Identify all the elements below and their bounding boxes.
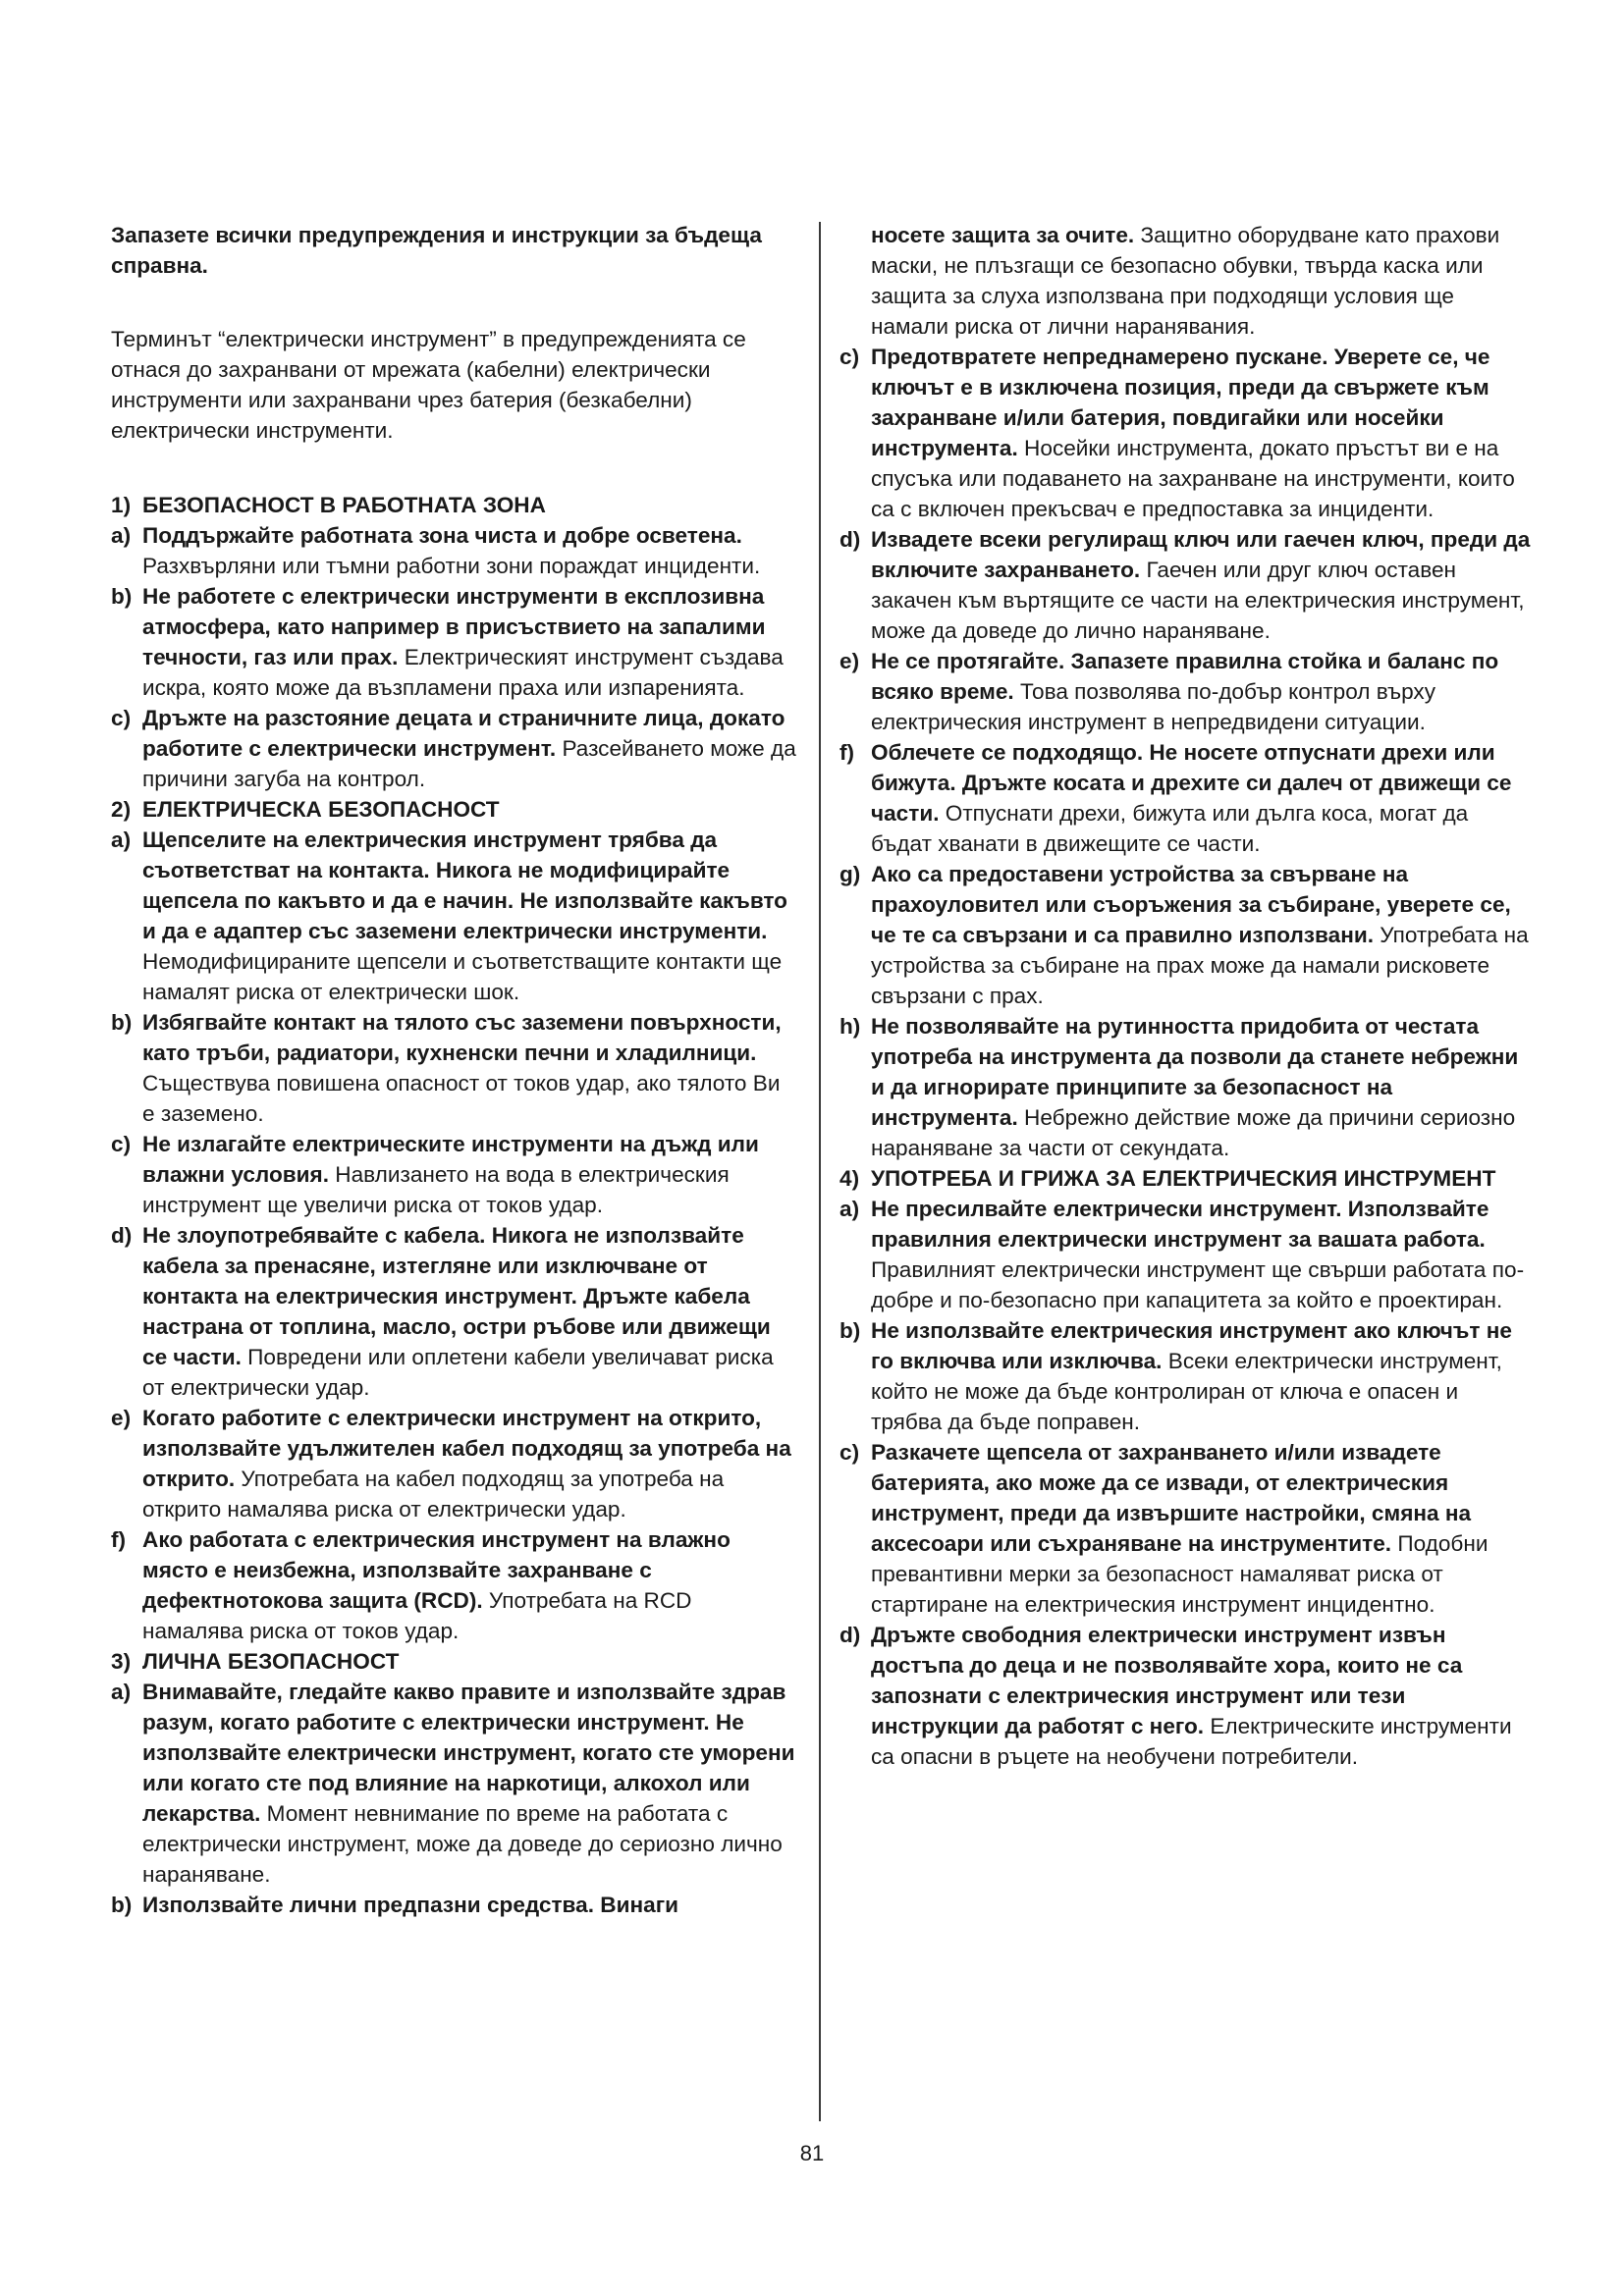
item-3c: c) Предотвратете непреднамерено пускане. Уверете се, че ключът е в изключена позиция, преди да свържете към захранване и/или батерия, повдигайки или носейки инструмента. Носейки инструмента, докато пръстът ви е на спусъка или подаването на захранване на инструменти, които са с включен прекъсвач е предпоставка за инциденти.	[839, 345, 1515, 521]
item-2d: d) Не злоупотребявайте с кабела. Никога не използвайте кабела за пренасяне, изтегляне или изключване от контакта на електрическия инструмент. Дръжте кабела настрана от топлина, масло, остри ръбове или движещи се части. Повредени или оплетени кабели увеличават риска от електрически удар.	[111, 1223, 774, 1400]
intro-terminology: Терминът “електрически инструмент” в предупрежденията се отнася до захранвани от мрежата (кабелни) електрически инструменти или захранвани чрез батерия (безкабелни) електрически инструменти.	[111, 327, 746, 443]
item-3f: f) Облечете се подходящо. Не носете отпуснати дрехи или бижута. Дръжте косата и дрехите си далеч от движещи се части. Отпуснати дрехи, бижута или дълга коса, могат да бъдат хванати в движещите се части.	[839, 740, 1512, 856]
section-1-heading: 1) БЕЗОПАСНОСТ В РАБОТНАТА ЗОНА	[111, 493, 546, 517]
item-1a: a) Поддържайте работната зона чиста и добре осветена. Разхвърляни или тъмни работни зони пораждат инциденти.	[111, 523, 761, 578]
left-column	[111, 220, 798, 1920]
intro-warning: Запазете всички предупреждения и инструкции за бъдеща справна.	[111, 223, 762, 278]
item-2f: f) Ако работата с електрическия инструмент на влажно място е неизбежна, използвайте захранване с дефектнотокова защита (RCD). Употребата на RCD намалява риска от токов удар.	[111, 1527, 731, 1643]
column-divider	[819, 222, 821, 2121]
item-4b: b) Не използвайте електрическия инструмент ако ключът не го включва или изключва. Всеки електрически инструмент, който не може да бъде контролиран от ключа е опасен и трябва да бъде поправен.	[839, 1318, 1512, 1434]
item-4c: c) Разкачете щепсела от захранването и/или извадете батерията, ако може да се извади, от електрическия инструмент, преди да извършите настройки, смяна на аксесоари или съхраняване на инструментите. Подобни превантивни мерки за безопасност намаляват риска от стартиране на електрическия инструмент инцидентно.	[839, 1440, 1489, 1617]
item-3b-continued: носете защита за очите. Защитно оборудване като прахови маски, не плъзгащи се безопасно обувки, твърда каска или защита за слуха използвана при подходящи условия ще намали риска от лични наранявания.	[871, 223, 1500, 339]
item-2a: a) Щепселите на електрическия инструмент трябва да съответстват на контакта. Никога не модифицирайте щепсела по какъвто и да е начин. Не използвайте какъвто и да е адаптер със заземени електрически инструменти. Немодифицираните щепсели и съответстващите контакти ще намалят риска от електрически шок.	[111, 828, 787, 1004]
section-4-heading: 4) УПОТРЕБА И ГРИЖА ЗА ЕЛЕКТРИЧЕСКИЯ ИНСТРУМЕНТ	[839, 1166, 1496, 1191]
item-2b: b) Избягвайте контакт на тялото със заземени повърхности, като тръби, радиатори, кухненски печни и хладилници. Съществува повишена опасност от токов удар, ако тялото Ви е заземено.	[111, 1010, 782, 1126]
item-4a: a) Не пресилвайте електрически инструмент. Използвайте правилния електрически инструмент за вашата работа. Правилният електрически инструмент ще свърши работата по-добре и по-безопасно при капацитета за който е проектиран.	[839, 1197, 1525, 1312]
section-3-heading: 3) ЛИЧНА БЕЗОПАСНОСТ	[111, 1649, 400, 1674]
item-4d: d) Дръжте свободния електрически инструмент извън достъпа до деца и не позволявайте хора, които не са запознати с електрическия инструмент или тези инструкции да работят с него. Електрическите инструменти са опасни в ръцете на необучени потребители.	[839, 1623, 1512, 1769]
item-3a: a) Внимавайте, гледайте какво правите и използвайте здрав разум, когато работите с електрически инструмент. Не използвайте електрически инструмент, когато сте уморени или когато сте под влияние на наркотици, алкохол или лекарства. Момент невнимание по време на работата с електрически инструмент, може да доведе до сериозно лично нараняване.	[111, 1680, 795, 1887]
item-3d: d) Извадете всеки регулиращ ключ или гаечен ключ, преди да включите захранването. Гаечен или друг ключ оставен закачен към въртящите се части на електрическия инструмент, може да доведе до лично нараняване.	[839, 527, 1531, 643]
section-2-heading: 2) ЕЛЕКТРИЧЕСКА БЕЗОПАСНОСТ	[111, 797, 500, 822]
item-1b: b) Не работете с електрически инструменти в експлозивна атмосфера, като например в присъствието на запалими течности, газ или прах. Електрическият инструмент създава искра, която може да възпламени праха или изпаренията.	[111, 584, 784, 700]
item-2c: c) Не излагайте електрическите инструменти на дъжд или влажни условия. Навлизането на вода в електрическия инструмент ще увеличи риска от токов удар.	[111, 1132, 759, 1217]
page-number: 81	[799, 2141, 825, 2165]
item-3b: b) Използвайте лични предпазни средства. Винаги	[111, 1893, 678, 1917]
item-2e: e) Когато работите с електрически инструмент на открито, използвайте удължителен кабел подходящ за употреба на открито. Употребата на кабел подходящ за употреба на открито намалява риска от електрически удар.	[111, 1406, 791, 1522]
item-1c: c) Дръжте на разстояние децата и страничните лица, докато работите с електрически инструмент. Разсейването може да причини загуба на контрол.	[111, 706, 796, 791]
right-column	[839, 220, 1535, 1772]
item-3g: g) Ако са предоставени устройства за свърване на прахоуловител или съоръжения за събиране, уверете се, че те са свързани и са правилно използвани. Употребата на устройства за събиране на прах може да намали рисковете свързани с прах.	[839, 862, 1529, 1008]
item-3h: h) Не позволявайте на рутинността придобита от честата употреба на инструмента да позволи да станете небрежни и да игнорирате принципите за безопасност на инструмента. Небрежно действие може да причини сериозно нараняване за части от секундата.	[839, 1014, 1519, 1160]
item-3e: e) Не се протягайте. Запазете правилна стойка и баланс по всяко време. Това позволява по-добър контрол върху електрическия инструмент в непредвидени ситуации.	[839, 649, 1499, 734]
